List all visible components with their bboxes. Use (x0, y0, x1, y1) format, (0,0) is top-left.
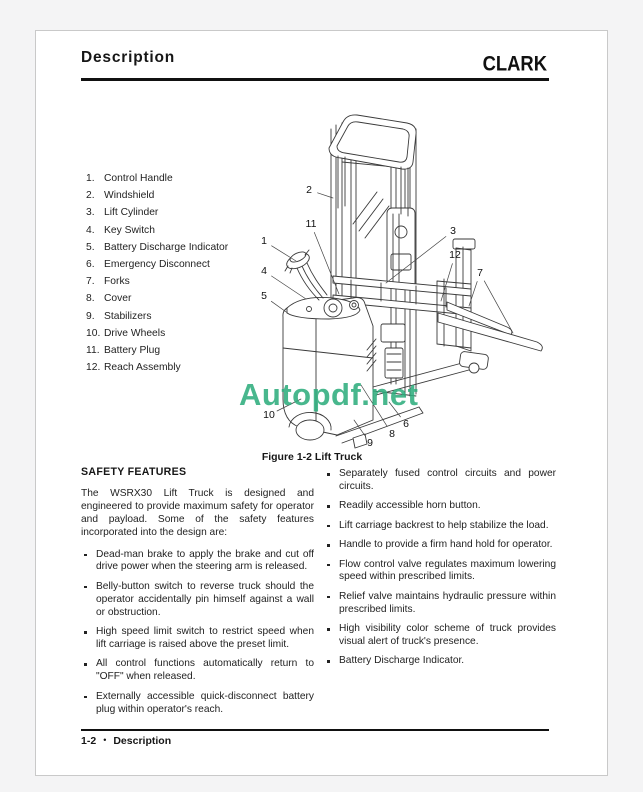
safety-bullet-item (324, 539, 556, 552)
callout-4: 4 (261, 265, 267, 277)
manual-page (35, 30, 608, 776)
page-footer (81, 735, 171, 747)
parts-list-item (86, 190, 228, 207)
safety-right-bullets (324, 468, 556, 668)
leader-line-5 (271, 301, 289, 314)
safety-bullet-item (324, 591, 556, 617)
parts-list-item (86, 311, 228, 328)
footer-page-number: 1-2 (81, 735, 97, 747)
part-label: Forks (104, 276, 130, 288)
forks (438, 302, 542, 351)
part-label: Drive Wheels (104, 327, 166, 339)
body-cover (283, 297, 376, 440)
safety-bullet-item (81, 658, 314, 684)
bullet-text: Dead-man brake to apply the brake and cut off drive power when the steering arm is released. (96, 548, 314, 573)
callout-9: 9 (367, 437, 373, 449)
parts-list-item (86, 328, 228, 345)
callout-6: 6 (403, 418, 409, 430)
bullet-text: Lift carriage backrest to help stabilize the load. (339, 519, 549, 531)
safety-bullet-item (324, 655, 556, 668)
part-label: Emergency Disconnect (104, 258, 210, 270)
safety-bullet-item (324, 623, 556, 649)
part-label: Key Switch (104, 224, 155, 236)
safety-bullet-item (81, 691, 314, 717)
callout-12: 12 (449, 249, 461, 261)
safety-bullet-item (81, 549, 314, 575)
bullet-marker (84, 696, 87, 699)
lift-truck-figure (241, 96, 551, 451)
footer-bullet: • (103, 735, 107, 745)
battery-compartment (381, 324, 405, 378)
parts-list-item (86, 276, 228, 293)
parts-list-item (86, 242, 228, 259)
bullet-marker (84, 631, 87, 634)
safety-heading: SAFETY FEATURES (81, 466, 187, 478)
safety-bullet-item (324, 520, 556, 533)
part-label: Cover (104, 293, 132, 305)
bullet-text: Externally accessible quick-disconnect battery plug within operator's reach. (96, 690, 314, 715)
callout-1: 1 (261, 235, 267, 247)
bullet-marker (327, 628, 330, 631)
safety-bullet-item (324, 468, 556, 494)
parts-list-item (86, 293, 228, 310)
bullet-marker (327, 564, 330, 567)
callout-8: 8 (389, 428, 395, 440)
bullet-text: Separately fused control circuits and power circuits. (339, 468, 556, 492)
part-number: 7. (86, 276, 95, 288)
callout-3: 3 (450, 225, 456, 237)
callout-10: 10 (263, 409, 275, 421)
figure-caption: Figure 1-2 Lift Truck (261, 451, 363, 463)
parts-list-item (86, 259, 228, 276)
parts-list (86, 173, 228, 379)
bullet-text: Flow control valve regulates maximum lowering speed within prescribed limits. (339, 558, 556, 583)
bullet-text: High speed limit switch to restrict speed when lift carriage is raised above the preset limit. (96, 626, 314, 650)
bullet-text: High visibility color scheme of truck provides visual alert of truck's presence. (339, 623, 556, 648)
watermark: Autopdf.net (239, 377, 419, 412)
part-number: 10. (86, 327, 101, 339)
parts-list-item (86, 345, 228, 362)
parts-list-item (86, 225, 228, 242)
safety-left-column (81, 466, 314, 723)
part-number: 4. (86, 224, 95, 236)
callout-11: 11 (305, 218, 317, 230)
part-label: Control Handle (104, 173, 173, 184)
bullet-text: Battery Discharge Indicator. (339, 655, 465, 667)
part-label: Stabilizers (104, 310, 152, 322)
part-label: Battery Discharge Indicator (104, 241, 229, 253)
page-title: Description (81, 49, 176, 66)
part-number: 9. (86, 310, 95, 322)
safety-left-bullets (81, 549, 314, 717)
bullet-text: Belly-button switch to reverse truck should the operator accidentally pin himself against a wall or obstruction. (96, 580, 314, 618)
safety-intro: The WSRX30 Lift Truck is designed and engineered to provide maximum safety for operator and payload. Some of the safety features incorporated into the design are: (81, 487, 314, 538)
bullet-marker (327, 544, 330, 547)
part-label: Battery Plug (104, 344, 161, 356)
safety-bullet-item (81, 626, 314, 652)
part-number: 1. (86, 173, 95, 184)
part-label: Windshield (104, 190, 155, 202)
callout-5: 5 (261, 290, 267, 302)
bullet-marker (327, 660, 330, 663)
parts-list-item (86, 207, 228, 224)
bullet-marker (84, 554, 87, 557)
safety-bullet-item (324, 500, 556, 513)
bullet-marker (327, 596, 330, 599)
bullet-text: Relief valve maintains hydraulic pressure within prescribed limits. (339, 590, 556, 615)
bullet-text: Readily accessible horn button. (339, 500, 481, 512)
part-label: Lift Cylinder (104, 207, 159, 219)
part-number: 11. (86, 344, 100, 356)
header-rule (81, 78, 549, 81)
bullet-marker (327, 505, 330, 508)
leader-line-11 (314, 232, 339, 294)
footer-rule (81, 729, 549, 731)
leader-line-4 (272, 276, 307, 299)
footer-section: Description (113, 735, 172, 747)
bullet-marker (84, 663, 87, 666)
parts-list-item (86, 173, 228, 190)
windshield (353, 192, 389, 238)
safety-bullet-item (81, 581, 314, 620)
bullet-marker (327, 525, 330, 528)
lift-cylinder (387, 208, 415, 288)
bullet-text: All control functions automatically return to "OFF" when released. (96, 658, 314, 683)
leader-line-1 (272, 246, 296, 261)
part-label: Reach Assembly (104, 362, 181, 374)
bullet-marker (84, 586, 87, 589)
part-number: 5. (86, 241, 95, 253)
safety-bullet-item (324, 559, 556, 585)
parts-list-item (86, 362, 228, 379)
callout-2: 2 (306, 184, 312, 196)
part-number: 6. (86, 258, 95, 270)
part-number: 3. (86, 207, 95, 219)
clark-logo: CLARK (482, 52, 547, 76)
part-number: 8. (86, 293, 95, 305)
bullet-text: Handle to provide a firm hand hold for operator. (339, 539, 553, 551)
safety-right-column (324, 468, 556, 675)
callout-7: 7 (477, 267, 483, 279)
part-number: 12. (86, 362, 101, 374)
part-number: 2. (86, 190, 95, 202)
bullet-marker (327, 473, 330, 476)
